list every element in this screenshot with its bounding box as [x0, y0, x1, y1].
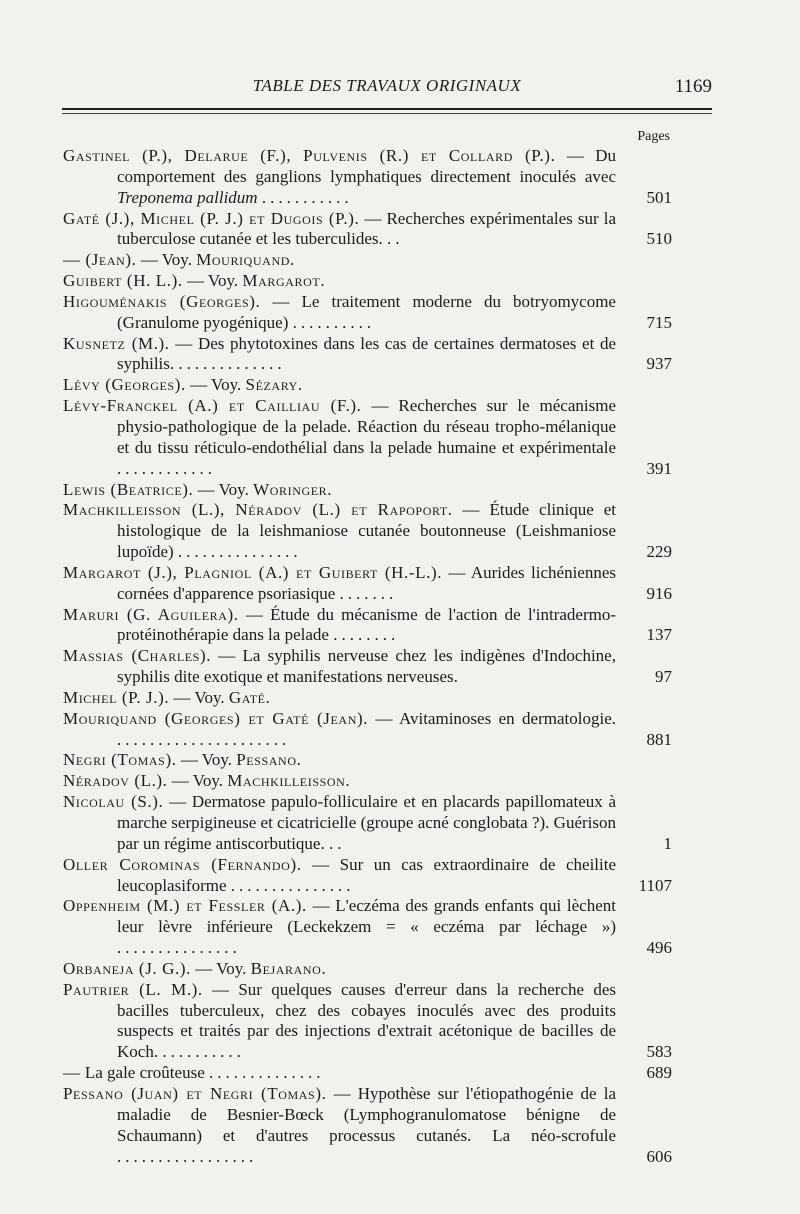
entry-authors: Michel (P. J.).	[63, 687, 170, 707]
entry-page-number: 137	[646, 625, 672, 645]
index-entry	[63, 146, 672, 209]
entry-text: — L'eczéma des grands enfants qui lèchent leur lèvre inférieure (Leckekzem = « eczéma par léchage »)	[117, 896, 616, 937]
entry-leader-dots: ..............	[209, 1063, 325, 1083]
entry-cross-reference: Sézary.	[245, 375, 303, 395]
entry-leader-dots: ..........	[162, 1042, 245, 1062]
entry-text: — Recherches expérimentales sur la tuberculose cutanée et les tuberculides.	[117, 208, 616, 249]
entry-leader-dots: ..	[387, 229, 404, 249]
index-entry	[63, 375, 672, 396]
entry-page-number: 881	[646, 729, 672, 749]
header-rule	[62, 108, 712, 110]
entry-authors: Margarot (J.), Plagniol (A.) et Guibert (H.-L.).	[63, 562, 443, 582]
entry-page-number: 916	[646, 583, 672, 603]
entry-text: — Voy.	[176, 750, 237, 770]
entry-italic: Treponema pallidum	[117, 187, 258, 207]
entry-cross-reference: Pessano.	[236, 750, 302, 770]
entry-cross-reference: Woringer.	[253, 479, 333, 499]
entry-authors: Mouriquand (Georges) et Gaté (Jean).	[63, 708, 369, 728]
entry-authors: Gastinel (P.), Delarue (F.), Pulvenis (R.) et Collard (P.).	[63, 146, 556, 165]
entry-authors: Lewis (Beatrice).	[63, 479, 194, 499]
page-header	[62, 76, 712, 116]
entry-authors: Nicolau (S.).	[63, 792, 164, 812]
entry-page-number: 391	[646, 458, 672, 478]
entry-leader-dots: ..	[328, 833, 346, 853]
entry-text: — Du comportement des ganglions lymphatiques directement inoculés avec	[117, 146, 616, 186]
entry-authors: Guibert (H. L.).	[63, 271, 183, 291]
entry-text: — Avitaminoses en dermatologie.	[368, 708, 616, 728]
entry-text: — Voy.	[193, 479, 254, 499]
entry-page-number: 97	[655, 667, 672, 687]
entry-text: — Voy.	[190, 958, 251, 978]
entry-leader-dots: .......	[339, 583, 398, 603]
entry-page-number: 229	[646, 542, 672, 562]
entry-page-number: 510	[646, 229, 672, 249]
entry-page-number: 689	[646, 1063, 672, 1083]
entry-authors: Néradov (L.).	[63, 771, 168, 791]
entry-text: — Voy.	[136, 250, 197, 270]
entry-text: — Hypothèse sur l'étiopathogénie de la maladie de Besnier-Bœck (Lymphogranulomatose bénigne de Schaumann) et d'autres processus cutanés. La néo-scrofule	[117, 1083, 616, 1145]
index-entry	[63, 792, 672, 855]
entry-cross-reference: Gaté.	[228, 687, 271, 707]
entry-text: — Voy.	[185, 375, 246, 395]
index-entry	[63, 688, 672, 709]
entry-text: — Étude clinique et histologique de la leishmaniose cutanée boutonneuse (Leishmaniose lupoïde)	[117, 500, 617, 562]
index-entry	[63, 771, 672, 792]
running-title: TABLE DES TRAVAUX ORIGINAUX	[252, 76, 522, 95]
entry-authors: Maruri (G. Aguilera).	[63, 604, 239, 624]
entry-text: — Dermatose papulo-folliculaire et en placards papillomateux à marche serpigineuse et cicatricielle (groupe acné conglobata ?). Guérison par un régime antiscorbutique.	[117, 792, 617, 853]
entry-text: — La syphilis nerveuse chez les indigènes d'Indochine, syphilis dite exotique et manifestations nerveuses.	[117, 646, 616, 687]
entry-text: — Voy.	[167, 771, 228, 791]
entry-page-number: 583	[646, 1042, 672, 1062]
entry-authors: Higouménakis (Georges).	[63, 291, 261, 311]
entry-text: — Recherches sur le mécanisme physio-pathologique de la pelade. Réaction du réseau tropho-mélanique et du tissu réticulo-endothélial dans la pelade humaine et expérimentale	[117, 396, 616, 457]
page-number: 1169	[674, 76, 712, 97]
index-entry	[63, 209, 672, 251]
entry-leader-dots: .................	[117, 1146, 258, 1166]
index-entry	[63, 855, 672, 897]
entry-authors: Pautrier (L. M.).	[63, 979, 203, 999]
entry-text: La gale croûteuse	[80, 1063, 209, 1083]
index-entry	[63, 959, 672, 980]
entry-authors: Negri (Tomas).	[63, 750, 177, 770]
entry-text: — Voy.	[169, 687, 229, 707]
entry-page-number: 715	[646, 312, 672, 332]
index-entry	[63, 271, 672, 292]
index-entry	[63, 605, 672, 647]
entry-authors: Massias (Charles).	[63, 646, 212, 666]
entry-leader-dots: ............	[117, 458, 216, 478]
entry-text: — Sur un cas extraordinaire de cheilite leucoplasiforme	[117, 854, 617, 895]
index-entry	[63, 1063, 672, 1084]
pages-column-label: Pages	[637, 129, 670, 144]
entry-text: — Sur quelques causes d'erreur dans la recherche des bacilles tuberculeux, chez des cobayes inoculés avec des produits suspects et traités par des injections d'extrait acétonique de bacilles de Koch.	[117, 979, 616, 1062]
index-entry	[63, 980, 672, 1063]
index-entries	[63, 146, 672, 1167]
entry-page-number: 1	[663, 833, 672, 853]
entry-leader-dots: ...............	[230, 875, 355, 895]
entry-page-number: 501	[646, 187, 672, 207]
header-rule-thin	[62, 113, 712, 114]
entry-text: — Aurides lichéniennes cornées d'apparence psoriasique	[117, 562, 617, 603]
entry-authors: —	[63, 1063, 81, 1083]
index-entry	[63, 500, 672, 563]
index-entry	[63, 334, 672, 376]
entry-page-number: 1107	[638, 875, 672, 895]
index-entry	[63, 250, 672, 271]
entry-page-number: 606	[646, 1146, 672, 1166]
index-entry	[63, 709, 672, 751]
entry-authors: Lévy (Georges).	[63, 375, 186, 395]
entry-authors: Pessano (Juan) et Negri (Tomas).	[63, 1083, 327, 1103]
entry-text: — Des phytotoxines dans les cas de certaines dermatoses et de syphilis.	[117, 333, 616, 374]
entry-authors: Oppenheim (M.) et Fessler (A.).	[63, 896, 307, 916]
index-entry	[63, 896, 672, 959]
entry-authors: Machkilleisson (L.), Néradov (L.) et Rapoport.	[63, 500, 453, 520]
entry-authors: Oller Corominas (Fernando).	[63, 854, 302, 874]
entry-leader-dots: .............	[178, 354, 286, 374]
entry-cross-reference: Mouriquand.	[196, 250, 295, 270]
index-entry	[63, 396, 672, 479]
entry-leader-dots: ...............	[117, 938, 241, 958]
entry-leader-dots: ..........	[292, 312, 376, 332]
entry-authors: — (Jean).	[63, 250, 137, 270]
entry-cross-reference: Margarot.	[242, 271, 326, 291]
entry-leader-dots: ...........	[261, 187, 353, 207]
entry-page-number: 496	[646, 938, 672, 958]
index-entry	[63, 750, 672, 771]
entry-leader-dots: .....................	[117, 729, 291, 749]
entry-authors: Kusnetz (M.).	[63, 333, 170, 353]
entry-authors: Lévy-Franckel (A.) et Cailliau (F.).	[63, 396, 362, 416]
entry-text: — Étude du mécanisme de l'action de l'intradermo-protéinothérapie dans la pelade	[117, 604, 616, 645]
index-entry	[63, 563, 672, 605]
entry-text: — Le traitement moderne du botryomycome (Granulome pyogénique)	[117, 291, 616, 332]
entry-authors: Gaté (J.), Michel (P. J.) et Dugois (P.).	[63, 208, 360, 228]
index-entry	[63, 1084, 672, 1167]
entry-authors: Orbaneja (J. G.).	[63, 958, 191, 978]
entry-cross-reference: Bejarano.	[250, 958, 327, 978]
entry-leader-dots: ........	[333, 625, 400, 645]
entry-leader-dots: ...............	[177, 542, 302, 562]
index-entry	[63, 480, 672, 501]
index-entry	[63, 646, 672, 688]
entry-page-number: 937	[646, 354, 672, 374]
entry-text: — Voy.	[182, 271, 243, 291]
index-entry	[63, 292, 672, 334]
entry-cross-reference: Machkilleisson.	[227, 771, 351, 791]
